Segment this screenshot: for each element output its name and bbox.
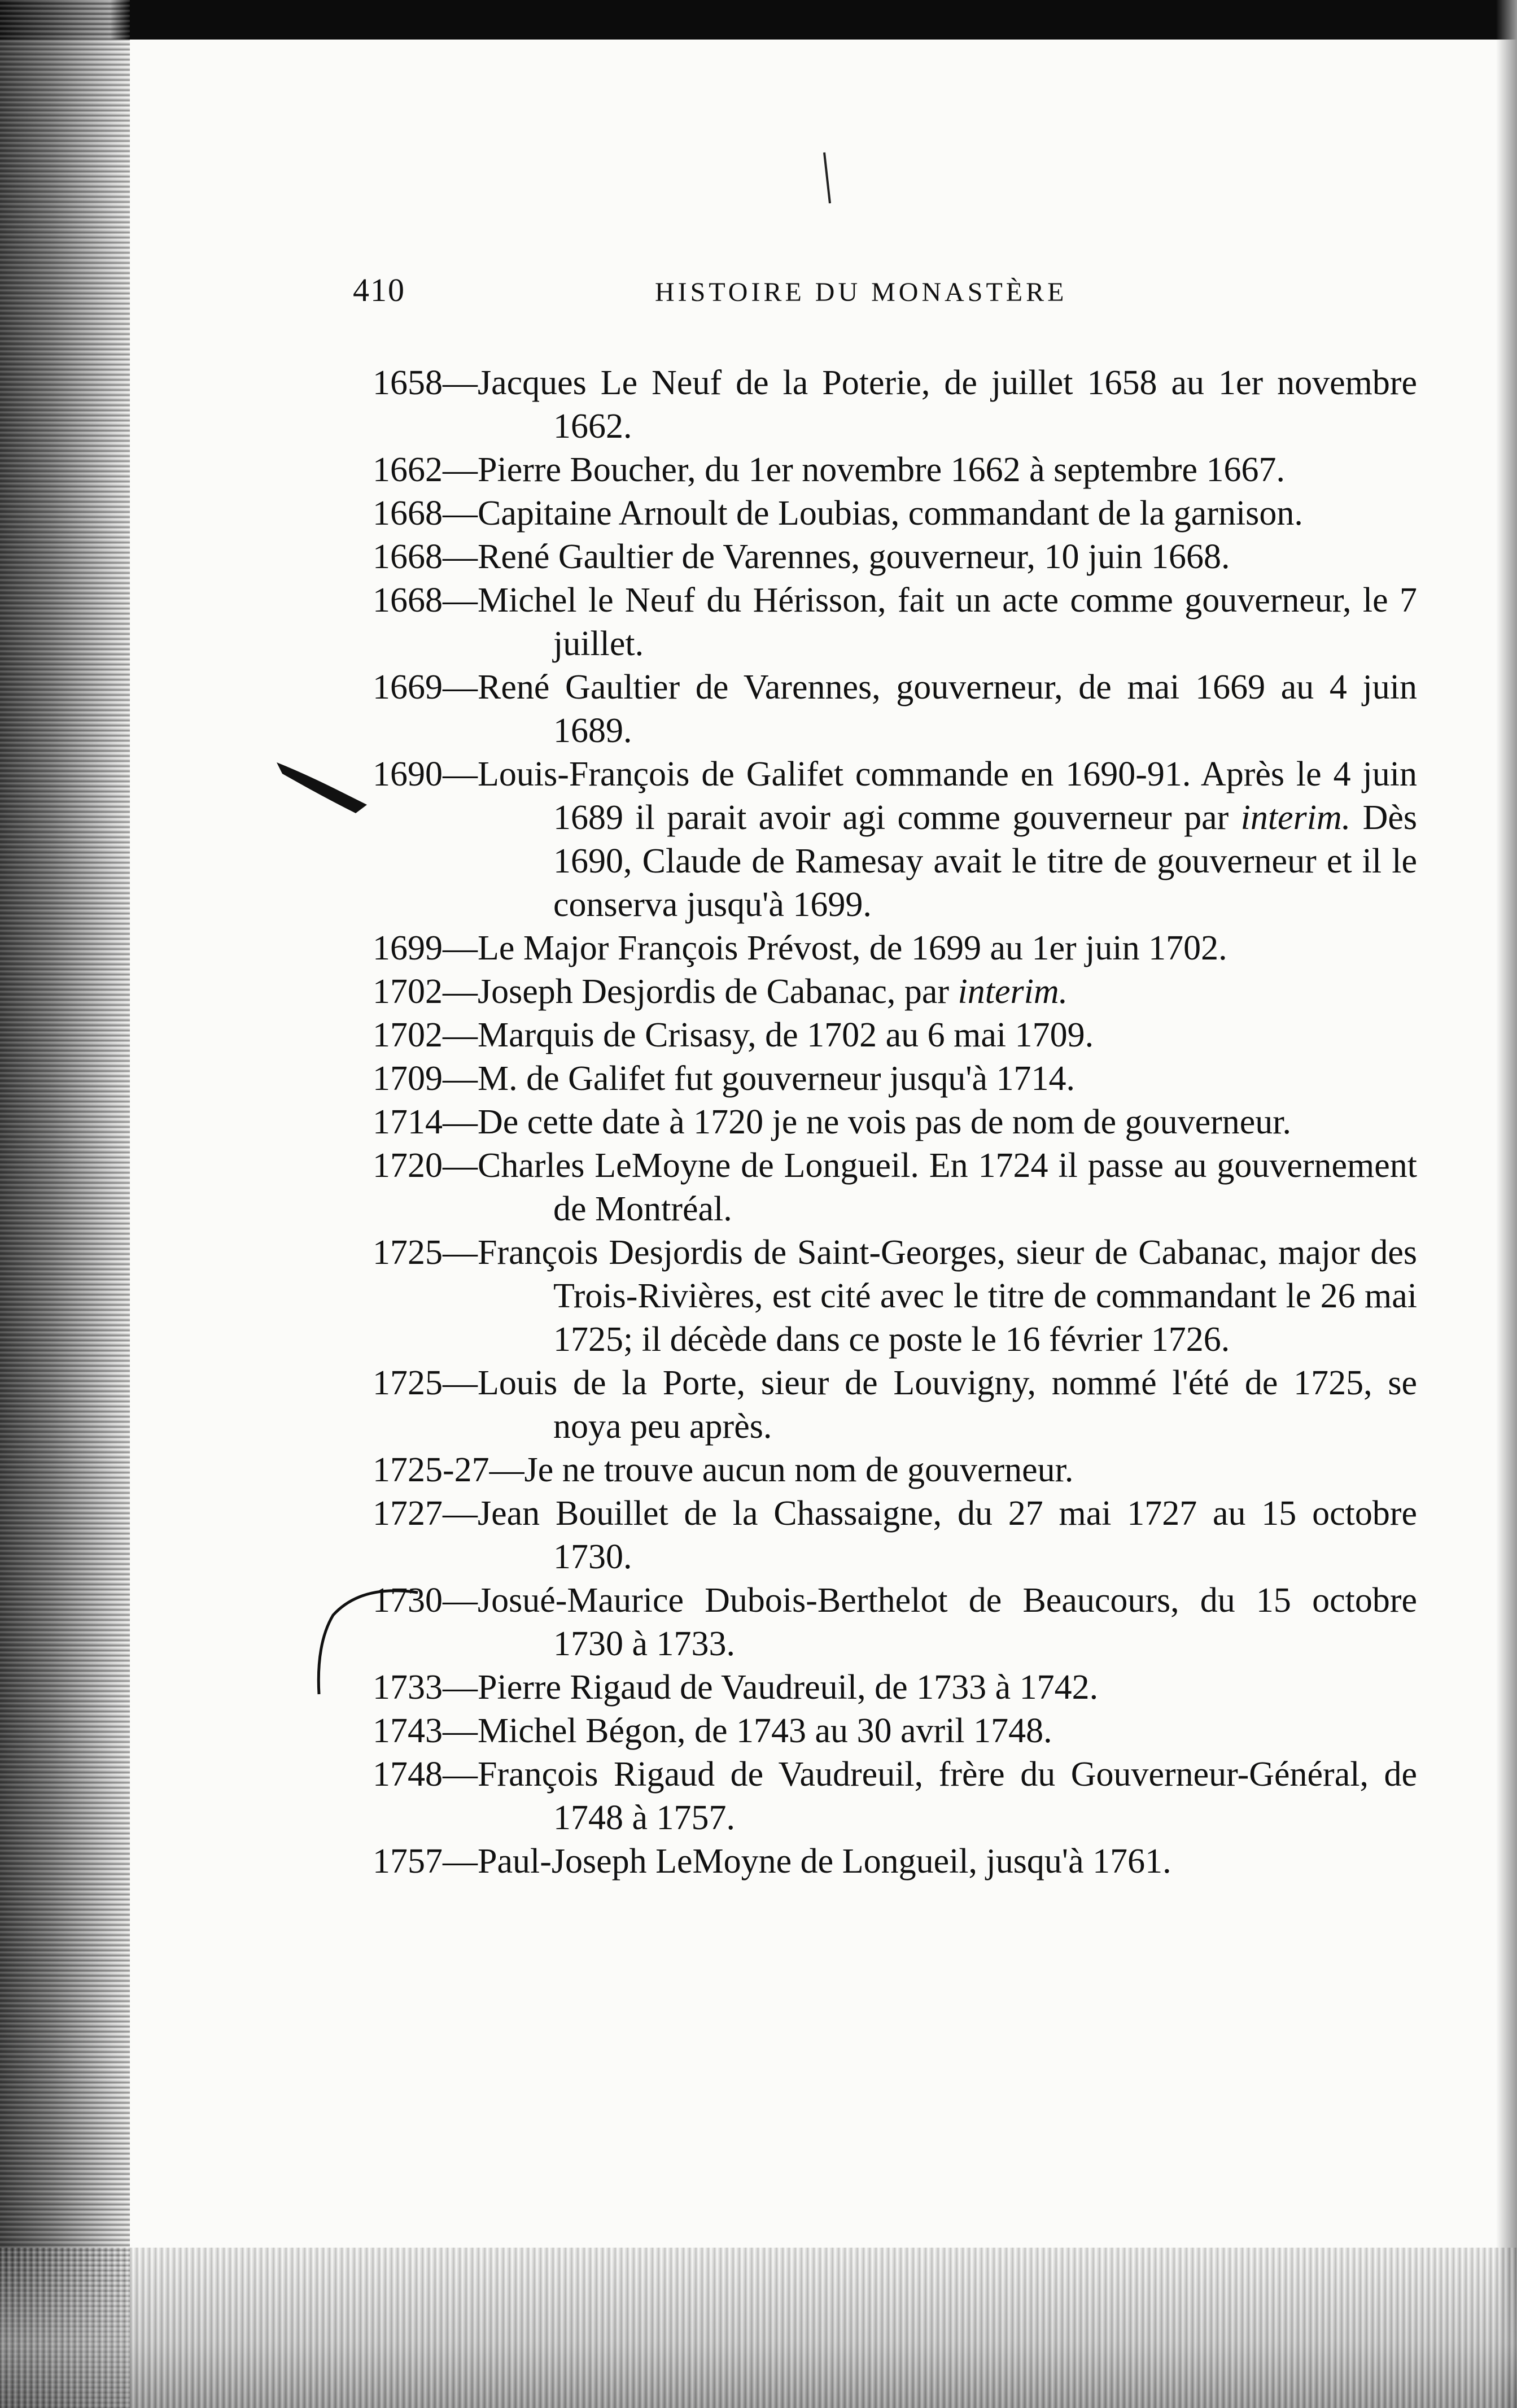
list-item bbox=[373, 1840, 1417, 1883]
entry-text: Paul-Joseph LeMoyne de Longueil, jusqu'à 1761. bbox=[478, 1842, 1171, 1881]
entry-year: 1725 bbox=[373, 1233, 443, 1272]
page-number: 410 bbox=[353, 272, 405, 308]
list-item bbox=[373, 1362, 1417, 1449]
entry-year: 1668 bbox=[373, 581, 443, 620]
entry-text: Capitaine Arnoult de Loubias, commandant de la garnison. bbox=[478, 494, 1303, 533]
entry-year: 1658 bbox=[373, 364, 443, 402]
list-item bbox=[373, 1231, 1417, 1362]
entry-text: François Desjordis de Saint-Georges, sieur de Cabanac, major des Trois-Rivières, est cité avec le titre de commandant le 26 mai 1725; il décède dans ce poste le 16 février 1726. bbox=[478, 1233, 1417, 1359]
entry-separator: — bbox=[443, 538, 478, 576]
entry-text: René Gaultier de Varennes, gouverneur, de mai 1669 au 4 juin 1689. bbox=[478, 668, 1417, 750]
entry-text: Jacques Le Neuf de la Poterie, de juillet 1658 au 1er novembre 1662. bbox=[478, 364, 1417, 446]
entry-year: 1725-27 bbox=[373, 1451, 489, 1489]
entry-separator: — bbox=[443, 929, 478, 967]
entry-separator: — bbox=[443, 1059, 478, 1098]
entry-separator: — bbox=[443, 364, 478, 402]
entry-year: 1730 bbox=[373, 1581, 443, 1620]
scan-right-shadow bbox=[1496, 0, 1517, 2408]
list-item bbox=[373, 970, 1417, 1014]
entry-text: Je ne trouve aucun nom de gouverneur. bbox=[524, 1451, 1074, 1489]
entry-separator: — bbox=[443, 494, 478, 533]
entry-separator: — bbox=[443, 1668, 478, 1707]
entry-text: Pierre Rigaud de Vaudreuil, de 1733 à 1742. bbox=[478, 1668, 1099, 1707]
entry-text: Josué-Maurice Dubois-Berthelot de Beaucours, du 15 octobre 1730 à 1733. bbox=[478, 1581, 1417, 1663]
entry-year: 1668 bbox=[373, 538, 443, 576]
entry-italic: interim. bbox=[1240, 799, 1351, 837]
entry-year: 1702 bbox=[373, 972, 443, 1011]
page-header bbox=[0, 271, 1517, 322]
entry-separator: — bbox=[443, 668, 478, 706]
list-item bbox=[373, 1492, 1417, 1579]
margin-pointer-mark bbox=[271, 751, 384, 819]
entry-separator: — bbox=[443, 1103, 478, 1141]
list-item bbox=[373, 1057, 1417, 1101]
entry-separator: — bbox=[443, 1233, 478, 1272]
entry-text: Jean Bouillet de la Chassaigne, du 27 mai 1727 au 15 octobre 1730. bbox=[478, 1494, 1417, 1576]
entry-text: Louis de la Porte, sieur de Louvigny, nommé l'été de 1725, se noya peu après. bbox=[478, 1364, 1417, 1446]
entry-year: 1725 bbox=[373, 1364, 443, 1402]
entry-text: Marquis de Crisasy, de 1702 au 6 mai 1709. bbox=[478, 1016, 1094, 1054]
stray-tick-mark bbox=[813, 147, 847, 215]
entry-text: François Rigaud de Vaudreuil, frère du Gouverneur-Général, de 1748 à 1757. bbox=[478, 1755, 1417, 1837]
list-item bbox=[373, 753, 1417, 927]
running-title: HISTOIRE DU MONASTÈRE bbox=[655, 277, 1068, 307]
entry-text: M. de Galifet fut gouverneur jusqu'à 1714. bbox=[478, 1059, 1076, 1098]
entry-text: René Gaultier de Varennes, gouverneur, 10 juin 1668. bbox=[478, 538, 1230, 576]
entry-separator: — bbox=[443, 1581, 478, 1620]
entry-text: Charles LeMoyne de Longueil. En 1724 il passe au gouvernement de Montréal. bbox=[478, 1146, 1417, 1228]
list-item bbox=[373, 666, 1417, 753]
list-item bbox=[373, 1666, 1417, 1709]
entry-year: 1690 bbox=[373, 755, 443, 793]
entry-separator: — bbox=[443, 1712, 478, 1750]
entry-year: 1702 bbox=[373, 1016, 443, 1054]
entry-year: 1709 bbox=[373, 1059, 443, 1098]
entry-year: 1720 bbox=[373, 1146, 443, 1185]
entry-year: 1714 bbox=[373, 1103, 443, 1141]
list-item bbox=[373, 1753, 1417, 1840]
entry-year: 1662 bbox=[373, 451, 443, 489]
entry-italic: interim. bbox=[958, 972, 1068, 1011]
entry-year: 1727 bbox=[373, 1494, 443, 1533]
list-item bbox=[373, 492, 1417, 535]
entry-separator: — bbox=[443, 1364, 478, 1402]
list-item bbox=[373, 579, 1417, 666]
entry-separator: — bbox=[443, 451, 478, 489]
entry-text-continued: Dès 1690, Claude de Ramesay avait le titre de gouverneur et il le conserva jusqu'à 1699. bbox=[553, 799, 1418, 924]
list-item bbox=[373, 1144, 1417, 1231]
entry-year: 1757 bbox=[373, 1842, 443, 1881]
entry-text: Louis-François de Galifet commande en 1690-91. Après le 4 juin 1689 il parait avoir agi comme gouverneur par bbox=[478, 755, 1417, 837]
entry-separator: — bbox=[443, 755, 478, 793]
entry-separator: — bbox=[443, 1842, 478, 1881]
entry-year: 1743 bbox=[373, 1712, 443, 1750]
entry-text: Michel Bégon, de 1743 au 30 avril 1748. bbox=[478, 1712, 1052, 1750]
entry-separator: — bbox=[443, 1146, 478, 1185]
entry-year: 1733 bbox=[373, 1668, 443, 1707]
entry-separator: — bbox=[489, 1451, 524, 1489]
list-item bbox=[373, 361, 1417, 448]
list-item bbox=[373, 1579, 1417, 1666]
list-item bbox=[373, 1449, 1417, 1492]
entry-separator: — bbox=[443, 1755, 478, 1794]
entry-text: De cette date à 1720 je ne vois pas de nom de gouverneur. bbox=[478, 1103, 1292, 1141]
list-item bbox=[373, 1014, 1417, 1057]
list-item bbox=[373, 1101, 1417, 1144]
entry-separator: — bbox=[443, 581, 478, 620]
governor-list bbox=[373, 361, 1417, 1883]
list-item bbox=[373, 927, 1417, 970]
entry-separator: — bbox=[443, 1016, 478, 1054]
entry-separator: — bbox=[443, 1494, 478, 1533]
list-item bbox=[373, 1709, 1417, 1753]
entry-text: Le Major François Prévost, de 1699 au 1er juin 1702. bbox=[478, 929, 1227, 967]
entry-text: Pierre Boucher, du 1er novembre 1662 à septembre 1667. bbox=[478, 451, 1285, 489]
entry-year: 1669 bbox=[373, 668, 443, 706]
list-item bbox=[373, 448, 1417, 492]
scan-left-shadow bbox=[0, 0, 130, 2408]
entry-year: 1668 bbox=[373, 494, 443, 533]
entry-separator: — bbox=[443, 972, 478, 1011]
entry-year: 1699 bbox=[373, 929, 443, 967]
scan-top-border bbox=[0, 0, 1517, 40]
entry-year: 1748 bbox=[373, 1755, 443, 1794]
list-item bbox=[373, 535, 1417, 579]
scan-bottom-shadow bbox=[0, 2248, 1517, 2408]
entry-text: Michel le Neuf du Hérisson, fait un acte comme gouverneur, le 7 juillet. bbox=[478, 581, 1417, 663]
entry-text: Joseph Desjordis de Cabanac, par bbox=[478, 972, 950, 1011]
